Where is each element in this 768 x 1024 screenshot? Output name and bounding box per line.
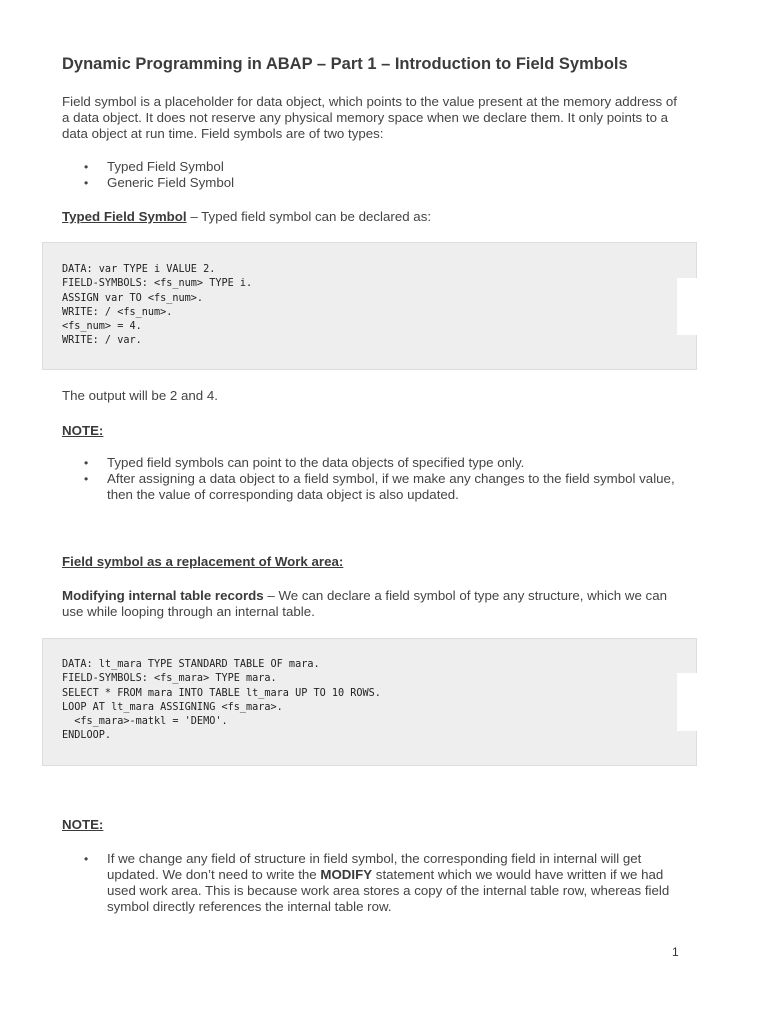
notes-list-2 [62, 851, 682, 915]
list-item-text: Generic Field Symbol [107, 175, 235, 190]
code-typed: DATA: var TYPE i VALUE 2. FIELD-SYMBOLS: <fs_num> TYPE i. ASSIGN var TO <fs_num>. WRITE: / <fs_num>. <fs_num> = 4. WRITE: / var. [62, 264, 253, 347]
note-heading-2: NOTE: [62, 817, 104, 832]
list-item-text: Typed Field Symbol [107, 159, 224, 174]
note-text-part2: statement which we would have written if we had used work area. This is because work area stores a copy of the internal table row, whereas field symbol directly references the internal table row. [107, 867, 670, 914]
output-text: The output will be 2 and 4. [62, 388, 218, 403]
modifying-text: – We can declare a field symbol of type any structure, which we can use while looping through an internal table. [62, 588, 667, 619]
intro-paragraph: Field symbol is a placeholder for data object, which points to the value present at the memory address of a data object. It does not reserve any physical memory space when we declare them. It only points to a data object at run time. Field symbols are of two types: [62, 94, 677, 141]
code-block-edge [677, 673, 697, 731]
list-item [62, 175, 682, 191]
note-heading-1: NOTE: [62, 423, 104, 438]
typed-field-symbol-paragraph [62, 209, 682, 225]
list-item [62, 159, 682, 175]
notes-list-1 [62, 455, 682, 503]
field-symbol-types-list [62, 159, 682, 191]
list-item [62, 471, 682, 503]
bullet-icon: • [84, 472, 89, 486]
modifying-label: Modifying internal table records [62, 588, 264, 603]
bullet-icon: • [84, 456, 89, 470]
code-work-area: DATA: lt_mara TYPE STANDARD TABLE OF mara. FIELD-SYMBOLS: <fs_mara> TYPE mara. SELECT * FROM mara INTO TABLE lt_mara UP TO 10 ROWS. LOOP AT lt_mara ASSIGNING <fs_mara>. <fs_mara>-matkl = 'DEMO'. ENDLOOP. [62, 659, 381, 742]
modify-keyword: MODIFY [320, 867, 373, 882]
page-number: 1 [672, 945, 679, 959]
bullet-icon: • [84, 160, 89, 174]
typed-field-symbol-text: – Typed field symbol can be declared as: [186, 209, 432, 224]
bullet-icon: • [84, 852, 89, 866]
typed-field-symbol-heading: Typed Field Symbol [62, 209, 187, 224]
list-item [62, 455, 682, 471]
modifying-paragraph [62, 588, 682, 620]
code-block-typed [42, 242, 697, 370]
code-block-edge [677, 278, 697, 335]
bullet-icon: • [84, 176, 89, 190]
work-area-heading: Field symbol as a replacement of Work area: [62, 554, 344, 569]
list-item-text: After assigning a data object to a field symbol, if we make any changes to the field symbol value, then the value of corresponding data object is also updated. [107, 471, 675, 502]
note-text-part1: If we change any field of structure in field symbol, the corresponding field in internal will get updated. We don’t need to write the [107, 851, 642, 882]
list-item [62, 851, 682, 915]
list-item-text: Typed field symbols can point to the data objects of specified type only. [107, 455, 525, 470]
code-block-work-area [42, 638, 697, 766]
page-title: Dynamic Programming in ABAP – Part 1 – Introduction to Field Symbols [62, 55, 628, 73]
